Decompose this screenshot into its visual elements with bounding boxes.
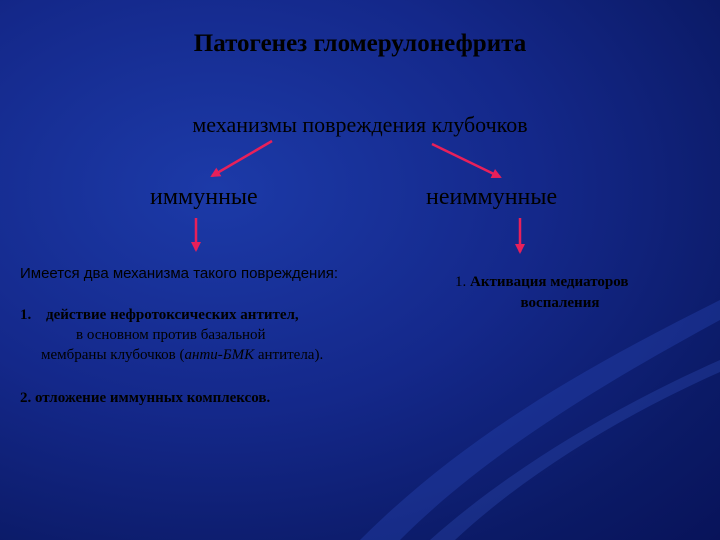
item-1-number: 1. — [20, 307, 32, 323]
arrow-to-nonimmune — [432, 144, 500, 177]
slide-title: Патогенез гломерулонефрита — [193, 30, 527, 57]
nonimmune-item-line-1: Активация медиаторов — [470, 274, 629, 290]
immune-intro-text: Имеется два механизма такого повреждения: — [20, 265, 338, 282]
immune-item-2: 2. отложение иммунных комплексов. — [20, 390, 271, 406]
item-1-line-3-post: антитела). — [254, 347, 324, 363]
item-1-line-3-pre: мембраны клубочков ( — [41, 347, 185, 363]
item-1-line-2: в основном против базальной — [76, 327, 266, 343]
nonimmune-item-1 — [455, 272, 665, 314]
mechanisms-heading: механизмы повреждения клубочков — [192, 112, 528, 137]
nonimmune-item-number: 1. — [455, 274, 470, 290]
nonimmune-heading: неиммунные — [426, 184, 558, 210]
item-1-line-3 — [41, 345, 323, 365]
immune-item-1 — [20, 305, 324, 363]
immune-heading: иммунные — [150, 184, 258, 210]
arrow-to-immune — [212, 141, 272, 176]
nonimmune-item-line-2: воспаления — [520, 295, 600, 311]
item-1-line-1: действие нефротоксических антител, — [46, 307, 299, 323]
item-1-line-3-emphasis: анти-БМК — [184, 347, 255, 363]
